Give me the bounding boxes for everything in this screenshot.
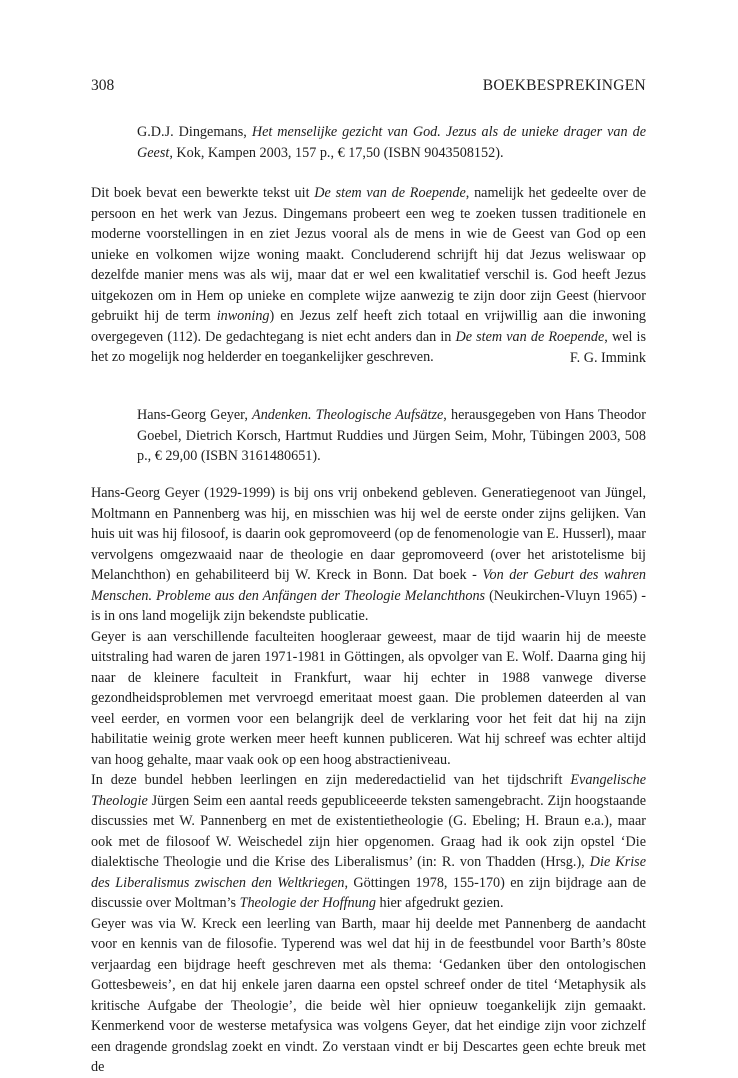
italic-run: Theologie der Hoffnung — [239, 895, 376, 911]
page-number: 308 — [91, 77, 115, 94]
review-2-book-details: , herausgegeben von Hans Theodor Goebel, Dietrich Korsch, Hartmut Ruddies und Jürgen Seim, Mohr, Tübingen 2003, 508 p., € 29,00 (ISBN 3161480651). — [137, 407, 646, 464]
review-1-reference — [137, 122, 646, 163]
review-1-body — [91, 183, 646, 368]
review-1-paragraph — [91, 183, 646, 368]
text-run: Geyer was via W. Kreck een leerling van Barth, maar hij deelde met Pannenberg de aandacht voor en kennis van de filosofie. Typerend was wel dat hij in de feestbundel voor Barth’s 80ste verjaardag een bijdrage heeft geschreven met als thema: ‘Gedanken über den ontologischen Gottesbeweis’, en dat hij enkele jaren daarna een opstel schreef onder de titel ‘Metaphysik als kritische Aufgabe der Theologie’, die beide wèl hier opnieuw toegankelijk zijn gemaakt. Kenmerkend voor de westerse metafysica was volgens Geyer, dat het eindige zijn voor zichzelf een dragende grondslag zoekt en vindt. Zo verstaan vindt er bij Descartes geen echte breuk met de — [91, 915, 646, 1075]
review-1-book-title: Het menselijke gezicht van God. Jezus als de unieke drager van de Geest — [137, 124, 646, 161]
text-run: Geyer is aan verschillende faculteiten hoogleraar geweest, maar de tijd waarin hij de meeste uitstraling had waren de jaren 1971-1981 in Göttingen, als opvolger van E. Wolf. Daarna ging hij naar de kleinere faculteit in Frankfurt, waar hij echter in 1988 vanwege diverse gezondheidsproblemen met vervroegd emeritaat moest gaan. Die problemen dateerden al van veel eerder, en vormen voor een belangrijk deel de verklaring voor het feit dat hij na zijn habilitatie weinig grote werken meer heeft kunnen publiceren. Wat hij schreef was echter altijd van hoog gehalte, maar vaak ook op een hoog abstractieniveau. — [91, 628, 646, 768]
text-run: Dit boek bevat een bewerkte tekst uit — [91, 185, 315, 201]
review-2-paragraph-2 — [91, 627, 646, 771]
review-2-author: Hans-Georg Geyer, — [137, 407, 253, 423]
italic-run: Die Krise des Liberalismus zwischen den Weltkriegen — [91, 854, 646, 891]
italic-run: Evangelische Theologie — [91, 772, 646, 809]
review-2-paragraph-3 — [91, 770, 646, 914]
review-1-author: G.D.J. Dingemans, — [137, 124, 252, 140]
text-run: In deze bundel hebben leerlingen en zijn mederedactielid van het tijdschrift — [91, 772, 571, 788]
review-2-body — [91, 483, 646, 1078]
review-2-book-title: Andenken. Theologische Aufsätze — [252, 407, 444, 423]
italic-run: inwoning — [216, 308, 270, 324]
text-run: Hans-Georg Geyer (1929-1999) is bij ons vrij onbekend gebleven. Generatiegenoot van Jüngel, Moltmann en Pannenberg was hij, en misschien was hij wel de eerste onder zijns gelijken. Van huis uit was hij filosoof, is daarin ook gepromoveerd (op de fenomenologie van E. Husserl), maar vervolgens omgezwaaid naar de theologie en daar gepromoveerd (over het aristotelisme bij Melanchthon) en gehabiliteerd bij W. Kreck in Bonn. Dat boek - — [91, 485, 646, 583]
text-run: , namelijk het gedeelte over de persoon en het werk van Jezus. Dingemans probeert een weg te zoeken tussen traditionele en moderne voorstellingen in en ziet Jezus vooral als de mens in wie de Geest van God op een unieke en volkomen wijze woning maakt. Concluderend schrijft hij dat Jezus weliswaar op dezelfde manier mens was als wij, maar dat er wel een kwalitatief verschil is. God heeft Jezus uitgekozen om in Hem op unieke en complete wijze aanwezig te zijn door zijn Geest (hiervoor gebruikt hij de term — [91, 185, 646, 324]
review-2-reference — [137, 405, 646, 467]
italic-run: De stem van de Roepende — [455, 328, 605, 345]
italic-run: Von der Geburt des wahren Menschen. Probleme aus den Anfängen der Theologie Melanchthons — [91, 567, 646, 604]
review-1-book-details: , Kok, Kampen 2003, 157 p., € 17,50 (ISBN 9043508152). — [169, 144, 504, 161]
text-run: , wel is het zo mogelijk nog helderder en toegankelijker geschreven. — [91, 328, 647, 365]
review-2-paragraph-1 — [91, 483, 646, 627]
text-run: , Göttingen 1978, 155-170) en zijn bijdrage aan de discussie over Moltman’s — [91, 874, 647, 911]
review-2-paragraph-4 — [91, 914, 646, 1078]
text-run: ) en Jezus zelf heeft zich totaal en vrijwillig aan die inwoning overgegeven (112). De gedachtegang is niet echt anders dan in — [91, 308, 647, 345]
text-run: hier afgedrukt gezien. — [375, 895, 504, 911]
text-run: Jürgen Seim een aantal reeds gepubliceeerde teksten samengebracht. Zijn hoogstaande discussies met W. Pannenberg en met de existentietheologie (G. Ebeling; H. Braun e.a.), maar ook met de filosoof W. Weischedel zijn hier opgenomen. Graag had ik ook zijn opstel ‘Die dialektische Theologie und die Krise des Liberalismus’ (in: R. von Thadden (Hrsg.), — [91, 792, 646, 870]
text-run: (Neukirchen-Vluyn 1965) - is in ons land mogelijk zijn bekendste publicatie. — [91, 587, 646, 624]
section-title: BOEKBESPREKINGEN — [482, 77, 646, 94]
italic-run: De stem van de Roepende — [314, 185, 466, 201]
review-1-signature: F. G. Immink — [569, 350, 646, 366]
